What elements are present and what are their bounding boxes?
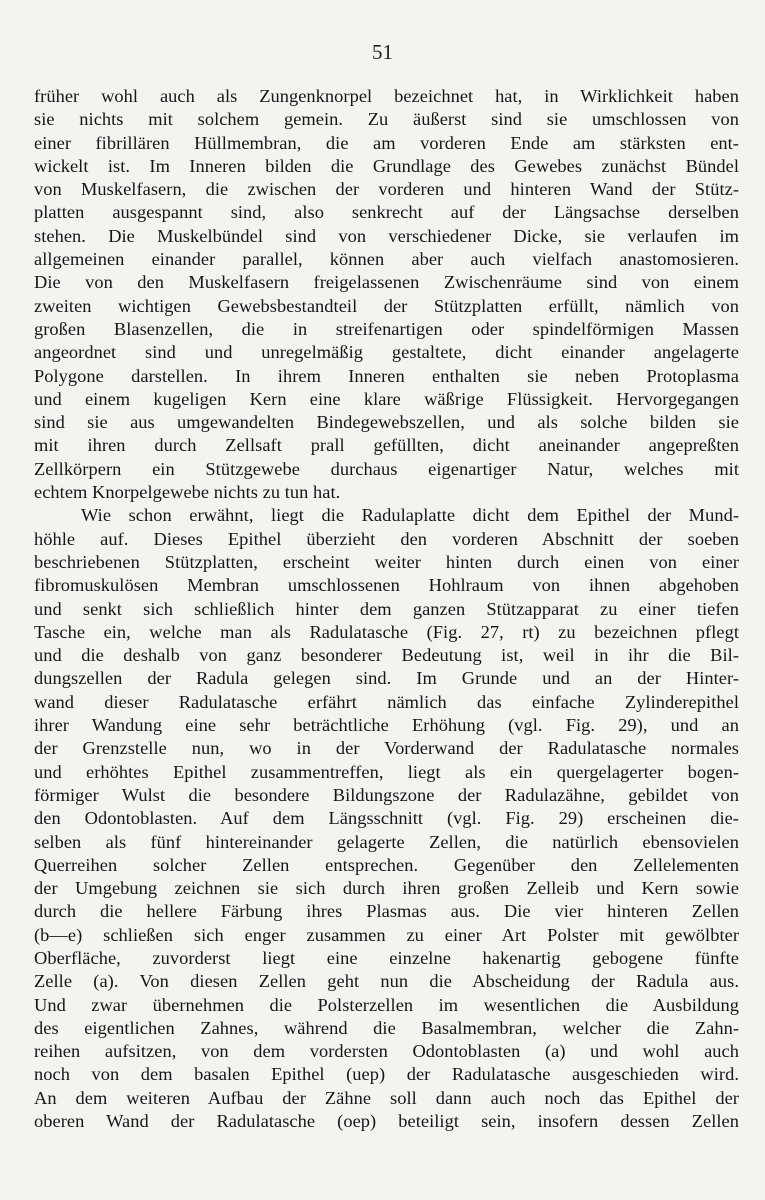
text-line: höhle auf. Dieses Epithel überzieht den vorderen Abschnitt der soeben [34, 528, 739, 549]
text-line: förmiger Wulst die besondere Bildungszone der Radulazähne, gebildet von [34, 784, 739, 805]
text-line: Die von den Muskelfasern freigelassenen Zwischenräume sind von einem [34, 272, 739, 293]
text-line: der Umgebung zeichnen sie sich durch ihren großen Zelleib und Kern sowie [34, 878, 739, 899]
text-line: reihen aufsitzen, von dem vordersten Odontoblasten (a) und wohl auch [34, 1041, 739, 1062]
text-line: Wie schon erwähnt, liegt die Radulaplatte dicht dem Epithel der Mund- [81, 505, 739, 526]
text-line: Querreihen solcher Zellen entsprechen. Gegenüber den Zellelementen [34, 854, 739, 875]
text-line: und senkt sich schließlich hinter dem ganzen Stützapparat zu einer tiefen [34, 598, 739, 619]
text-line: sie nichts mit solchem gemein. Zu äußerst sind sie umschlossen von [34, 109, 739, 130]
text-line: Und zwar übernehmen die Polsterzellen im wesentlichen die Ausbildung [34, 994, 739, 1015]
text-line: Oberfläche, zuvorderst liegt eine einzelne hakenartig gebogene fünfte [34, 947, 739, 968]
text-line: von Muskelfasern, die zwischen der vorderen und hinteren Wand der Stütz- [34, 179, 739, 200]
text-line: platten ausgespannt sind, also senkrecht auf der Längsachse derselben [34, 202, 739, 223]
text-line: wand dieser Radulatasche erfährt nämlich das einfache Zylinderepithel [34, 691, 739, 712]
text-line: großen Blasenzellen, die in streifenartigen oder spindelförmigen Massen [34, 318, 739, 339]
text-line: wickelt ist. Im Inneren bilden die Grundlage des Gewebes zunächst Bündel [34, 155, 739, 176]
page-number: 51 [372, 40, 393, 64]
text-line: angeordnet sind und unregelmäßig gestaltete, dicht einander angelagerte [34, 342, 739, 363]
text-line: An dem weiteren Aufbau der Zähne soll dann auch noch das Epithel der [34, 1087, 739, 1108]
text-line: echtem Knorpelgewebe nichts zu tun hat. [34, 482, 341, 503]
text-line: den Odontoblasten. Auf dem Längsschnitt (vgl. Fig. 29) erscheinen die- [34, 808, 739, 829]
text-line: (b—e) schließen sich enger zusammen zu einer Art Polster mit gewölbter [34, 924, 739, 945]
text-line: Tasche ein, welche man als Radulatasche (Fig. 27, rt) zu bezeichnen pflegt [34, 621, 739, 642]
text-line: fibromuskulösen Membran umschlossenen Hohlraum von ihnen abgehoben [34, 575, 739, 596]
text-line: Zellkörpern ein Stützgewebe durchaus eigenartiger Natur, welches mit [34, 458, 739, 479]
text-line: früher wohl auch als Zungenknorpel bezeichnet hat, in Wirklichkeit haben [34, 86, 739, 106]
text-line: zweiten wichtigen Gewebsbestandteil der Stützplatten erfüllt, nämlich von [34, 295, 739, 316]
text-line: stehen. Die Muskelbündel sind von verschiedener Dicke, sie verlaufen im [34, 225, 739, 246]
text-line: und die deshalb von ganz besonderer Bedeutung ist, weil in ihr die Bil- [34, 645, 739, 666]
text-line: allgemeinen einander parallel, können aber auch vielfach anastomosieren. [34, 249, 739, 270]
text-line: durch die hellere Färbung ihres Plasmas aus. Die vier hinteren Zellen [34, 901, 739, 922]
text-line: dungszellen der Radula gelegen sind. Im Grunde und an der Hinter- [34, 668, 739, 689]
text-line: oberen Wand der Radulatasche (oep) beteiligt sein, insofern dessen Zellen [34, 1111, 739, 1132]
text-line: selben als fünf hintereinander gelagerte Zellen, die natürlich ebensovielen [34, 831, 739, 852]
text-line: einer fibrillären Hüllmembran, die am vorderen Ende am stärksten ent- [34, 132, 739, 153]
body-text [34, 85, 739, 1133]
text-line: und erhöhtes Epithel zusammentreffen, liegt als ein quergelagerter bogen- [34, 761, 739, 782]
text-line: Polygone darstellen. In ihrem Inneren enthalten sie neben Protoplasma [34, 365, 739, 386]
text-line: Zelle (a). Von diesen Zellen geht nun die Abscheidung der Radula aus. [34, 971, 739, 992]
text-line: sind sie aus umgewandelten Bindegewebszellen, und als solche bilden sie [34, 412, 739, 433]
text-line: des eigentlichen Zahnes, während die Basalmembran, welcher die Zahn- [34, 1017, 739, 1038]
text-line: und einem kugeligen Kern eine klare wäßrige Flüssigkeit. Hervorgegangen [34, 388, 739, 409]
text-line: noch von dem basalen Epithel (uep) der Radulatasche ausgeschieden wird. [34, 1064, 739, 1085]
text-line: ihrer Wandung eine sehr beträchtliche Erhöhung (vgl. Fig. 29), und an [34, 715, 739, 736]
text-line: mit ihren durch Zellsaft prall gefüllten, dicht aneinander angepreßten [34, 435, 739, 456]
text-line: beschriebenen Stützplatten, erscheint weiter hinten durch einen von einer [34, 551, 739, 572]
text-line: der Grenzstelle nun, wo in der Vorderwand der Radulatasche normales [34, 738, 739, 759]
